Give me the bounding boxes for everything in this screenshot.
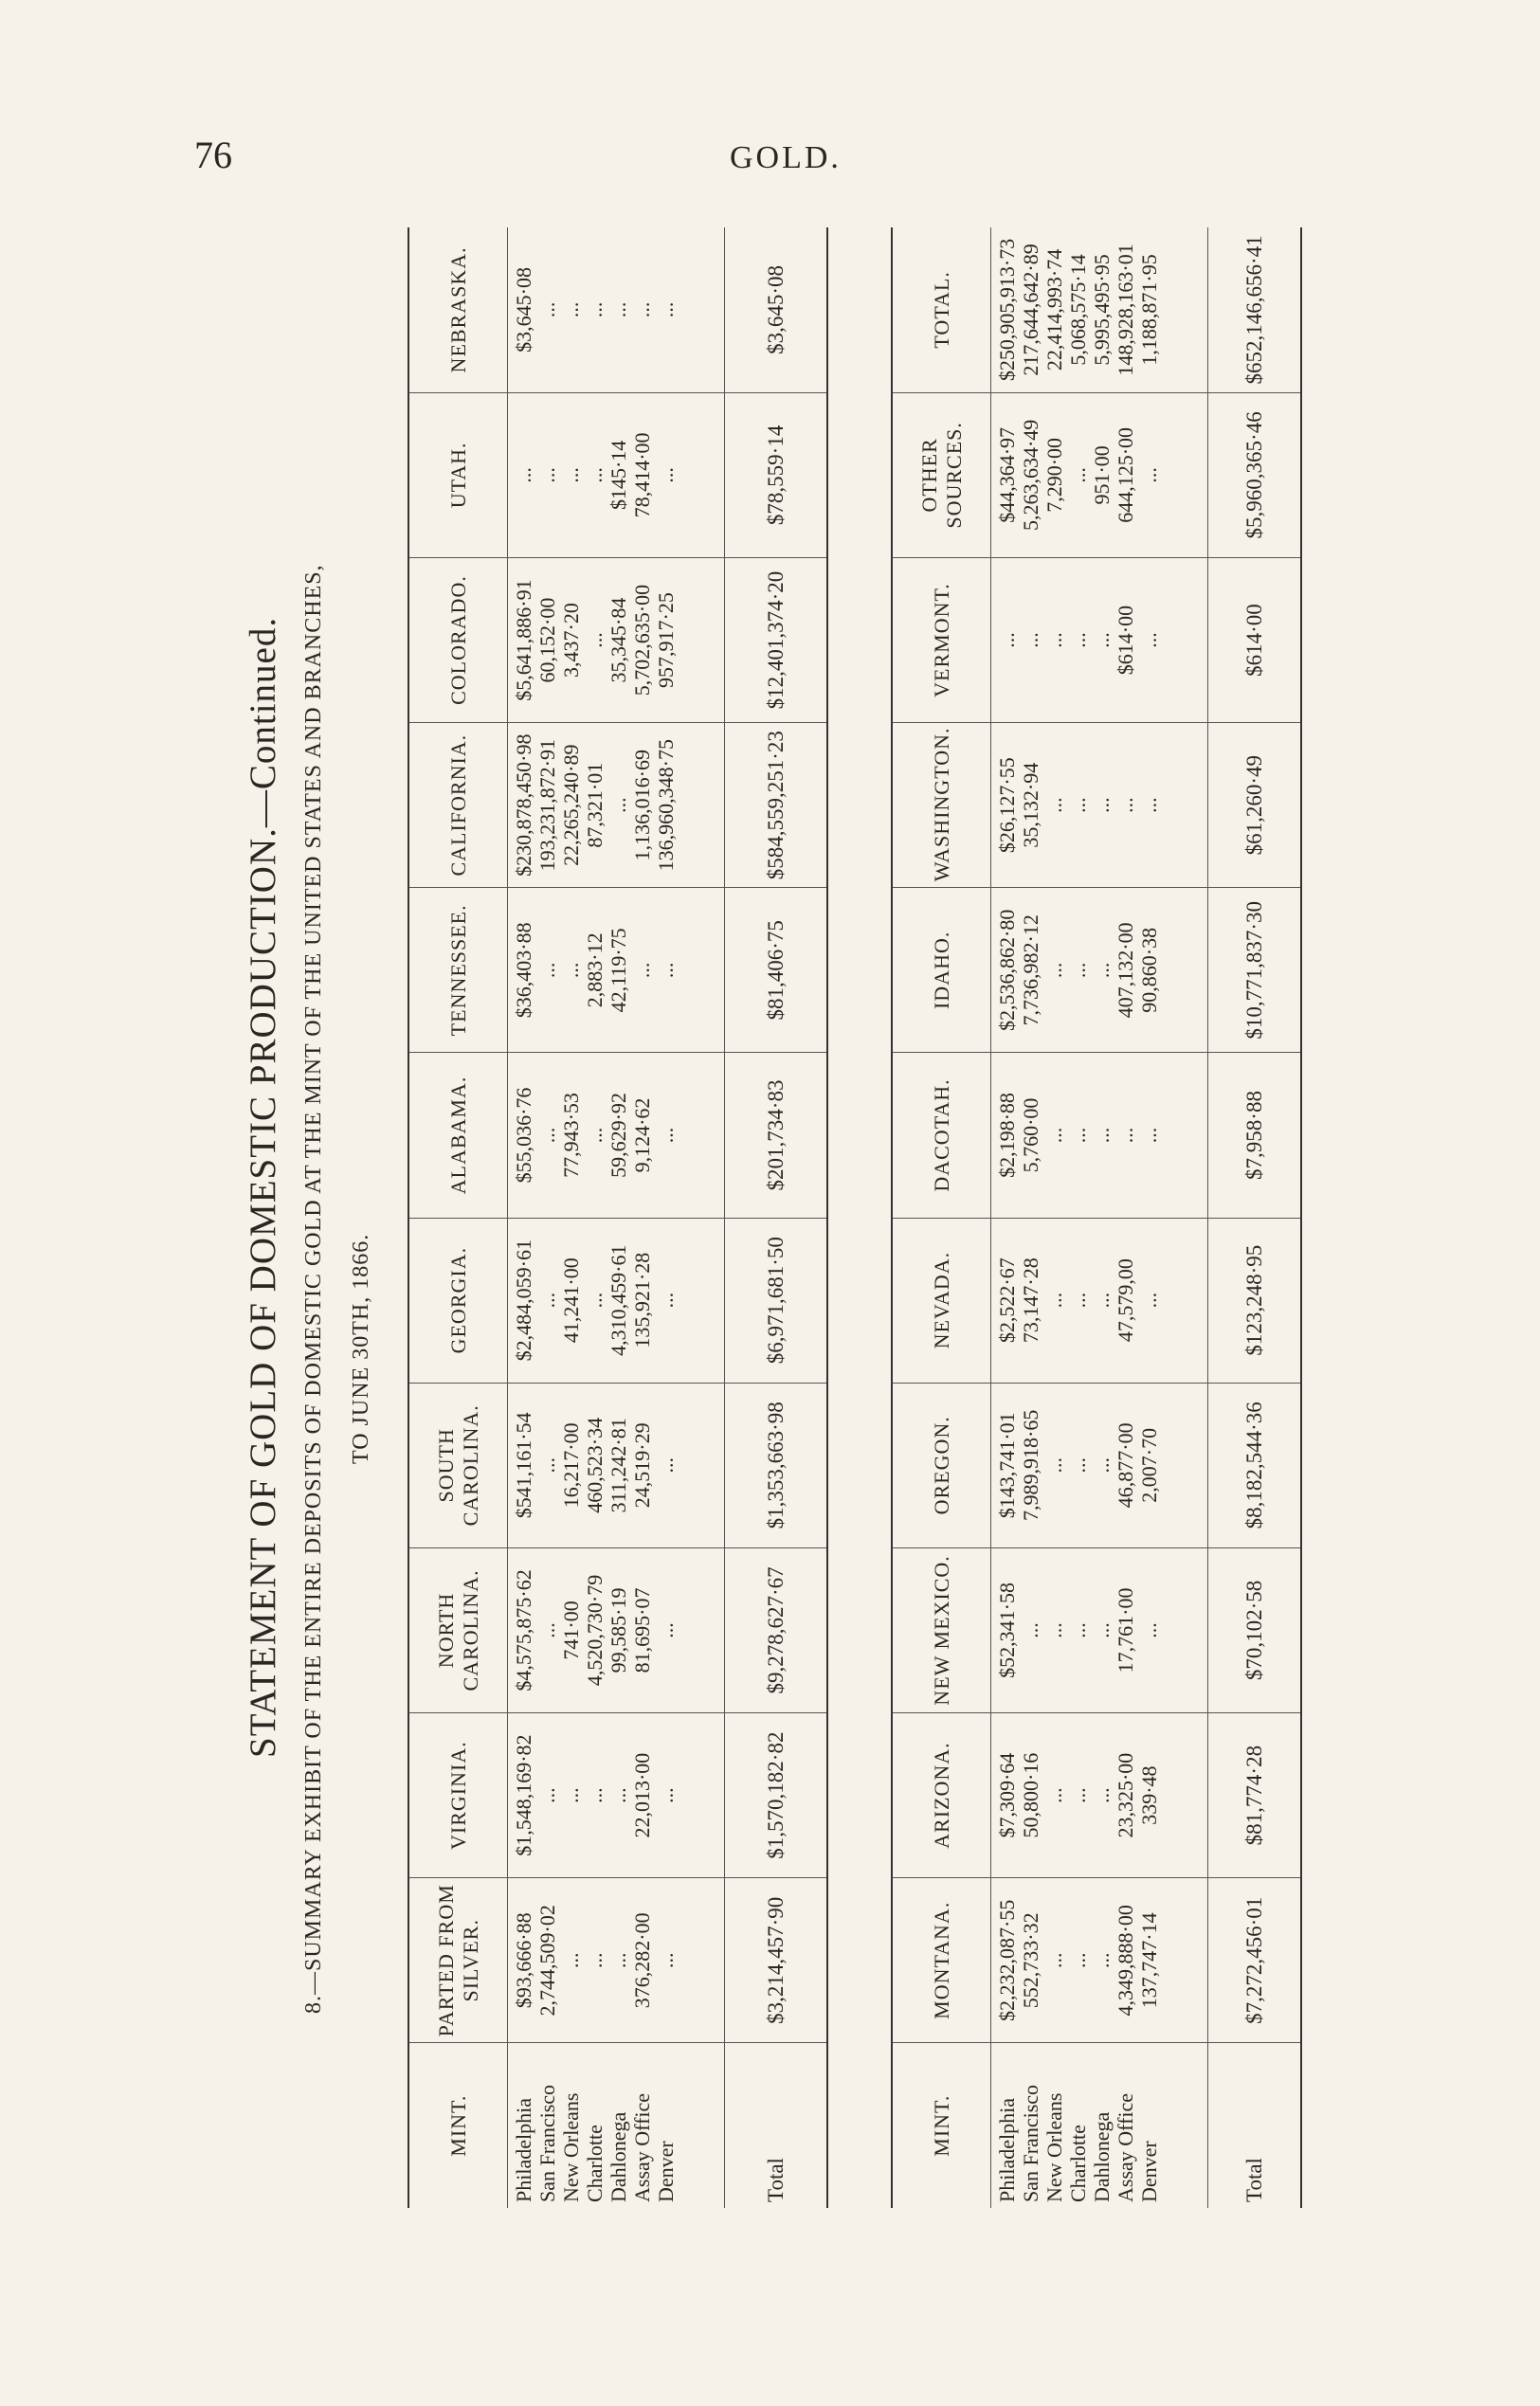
table-cell: 50,800·16 [1019, 1752, 1042, 1838]
table-cell: 311,242·81 [607, 1418, 630, 1513]
table-cell: 87,321·01 [583, 762, 607, 848]
column-header: ALABAMA. [409, 1053, 508, 1218]
value-column [508, 888, 725, 1053]
value-column [991, 888, 1208, 1053]
table-cell: 23,325·00 [1114, 1752, 1137, 1838]
table-cell: ... [654, 1952, 678, 1969]
table-cell: ... [654, 1622, 678, 1638]
table-cell: ... [1137, 1622, 1161, 1638]
value-column [508, 1218, 725, 1383]
table-cell: ... [1066, 797, 1090, 813]
column-header: PARTED FROM SILVER. [409, 1878, 508, 2043]
mint-name: Assay Office [1114, 2092, 1137, 2202]
table-cell: $541,161·54 [512, 1412, 535, 1519]
table-cell: 90,860·38 [1137, 927, 1161, 1013]
value-column [508, 557, 725, 722]
column-header: TOTAL. [893, 227, 991, 392]
table-cell: ... [559, 1952, 583, 1969]
value-column [508, 1383, 725, 1547]
value-column [991, 1383, 1208, 1547]
table-cell: ... [1042, 1127, 1066, 1144]
value-column [508, 1878, 725, 2043]
table-cell: ... [583, 301, 607, 318]
mint-name: San Francisco [1019, 2084, 1042, 2202]
value-column [991, 1713, 1208, 1878]
mint-name: Philadelphia [512, 2098, 535, 2202]
value-column [991, 723, 1208, 888]
table-cell: 17,761·00 [1114, 1587, 1137, 1673]
column-total: $9,278,627·67 [725, 1547, 827, 1712]
column-header: UTAH. [409, 392, 508, 557]
table-cell: ... [535, 1787, 559, 1803]
column-header: GEORGIA. [409, 1218, 508, 1383]
table-cell: $5,641,886·91 [512, 579, 535, 701]
table-cell: $7,309·64 [995, 1752, 1019, 1838]
table-cell: ... [1042, 1952, 1066, 1969]
column-total: $8,182,544·36 [1208, 1383, 1301, 1547]
value-column [508, 1713, 725, 1878]
mint-name: New Orleans [559, 2092, 583, 2202]
mint-name: Assay Office [630, 2092, 654, 2202]
table-cell: ... [995, 632, 1019, 648]
table-cell: ... [607, 301, 630, 318]
table-cell: 5,760·00 [1019, 1097, 1042, 1173]
table-cell: 1,136,016·69 [630, 750, 654, 861]
table-cell: ... [1090, 1952, 1114, 1969]
table-cell: 137,747·14 [1137, 1912, 1161, 2009]
table-cell: ... [1066, 1292, 1090, 1309]
table-subtitle-date: TO JUNE 30TH, 1866. [349, 1233, 373, 1464]
column-total: $7,272,456·01 [1208, 1878, 1301, 2043]
table-cell: ... [1042, 1457, 1066, 1474]
table-cell: ... [1066, 1622, 1090, 1638]
table-cell: ... [1066, 632, 1090, 648]
table-cell: $2,522·67 [995, 1257, 1019, 1344]
table-cell: 42,119·75 [607, 928, 630, 1013]
table-cell: $36,403·88 [512, 922, 535, 1019]
table-cell: ... [654, 962, 678, 979]
table-cell: 7,736,982·12 [1019, 914, 1042, 1026]
table-cell: 4,310,459·61 [607, 1244, 630, 1356]
column-header: OTHER SOURCES. [893, 392, 991, 557]
column-header: IDAHO. [893, 888, 991, 1053]
table-cell: ... [512, 467, 535, 483]
table-cell: ... [1066, 467, 1090, 483]
table-cell: $2,484,059·61 [512, 1239, 535, 1362]
table-cell: ... [654, 301, 678, 318]
table-cell: $3,645·08 [512, 266, 535, 353]
deposits-table-2 [891, 227, 1302, 2208]
table-cell: 35,132·94 [1019, 762, 1042, 848]
column-total: $81,406·75 [725, 888, 827, 1053]
column-total: $3,214,457·90 [725, 1878, 827, 2043]
table-cell: 99,585·19 [607, 1587, 630, 1673]
table-cell: 1,188,871·95 [1137, 254, 1161, 366]
column-header: OREGON. [893, 1383, 991, 1547]
table-cell: 407,132·00 [1114, 922, 1137, 1019]
table-cell: 5,995,495·95 [1090, 254, 1114, 366]
table-cell: ... [607, 797, 630, 813]
table-cell: $55,036·76 [512, 1087, 535, 1184]
total-label: Total [1208, 2043, 1301, 2208]
table-cell: $93,666·88 [512, 1912, 535, 2009]
page-title: STATEMENT OF GOLD OF DOMESTIC PRODUCTION.—Continued. [243, 616, 283, 1758]
value-column [508, 1053, 725, 1218]
table-cell: 73,147·28 [1019, 1257, 1042, 1344]
table-cell: $2,536,862·80 [995, 909, 1019, 1031]
value-column [991, 227, 1208, 392]
table-cell: 148,928,163·01 [1114, 244, 1137, 376]
column-total: $6,971,681·50 [725, 1218, 827, 1383]
table-cell: $1,548,169·82 [512, 1734, 535, 1856]
table-cell: $2,198·88 [995, 1093, 1019, 1178]
table-cell: 193,231,872·91 [535, 739, 559, 872]
page-number: 76 [194, 134, 232, 176]
table-cell: ... [1066, 1952, 1090, 1969]
value-column [991, 1053, 1208, 1218]
table-cell: ... [1019, 632, 1042, 648]
table-cell: ... [535, 1127, 559, 1144]
table-cell: 217,644,642·89 [1019, 244, 1042, 376]
mint-name: Denver [654, 2141, 678, 2202]
value-column [991, 1218, 1208, 1383]
column-header: NEW MEXICO. [893, 1547, 991, 1712]
table-cell: ... [1042, 632, 1066, 648]
table-subtitle: 8.—SUMMARY EXHIBIT OF THE ENTIRE DEPOSITS OF DOMESTIC GOLD AT THE MINT OF THE UNITED STATES AND BRANCHES, [301, 564, 326, 2014]
table-cell: ... [1090, 632, 1114, 648]
table-cell: 35,345·84 [607, 597, 630, 683]
table-cell: 47,579,00 [1114, 1258, 1137, 1343]
table-cell: $52,341·58 [995, 1583, 1019, 1678]
table-cell: ... [1090, 1622, 1114, 1638]
table-cell: 46,877·00 [1114, 1422, 1137, 1509]
column-total: $584,559,251·23 [725, 723, 827, 888]
table-cell: ... [1114, 797, 1137, 813]
table-cell: $250,905,913·73 [995, 238, 1019, 382]
table-cell: 24,519·29 [630, 1422, 654, 1509]
table-cell: 951·00 [1090, 445, 1114, 505]
column-header: NORTH CAROLINA. [409, 1547, 508, 1712]
mint-name: Denver [1137, 2141, 1161, 2202]
table-cell: ... [1042, 797, 1066, 813]
table-cell: ... [535, 962, 559, 979]
table-cell: ... [535, 1292, 559, 1309]
column-header: TENNESSEE. [409, 888, 508, 1053]
mint-name: San Francisco [535, 2084, 559, 2202]
table-cell: ... [559, 962, 583, 979]
table-cell: 78,414·00 [630, 432, 654, 518]
table-cell: ... [1042, 1292, 1066, 1309]
table-cell: ... [1066, 962, 1090, 979]
column-header: ARIZONA. [893, 1713, 991, 1878]
table-cell: 2,883·12 [583, 932, 607, 1008]
mint-name: Charlotte [583, 2125, 607, 2202]
column-header: CALIFORNIA. [409, 723, 508, 888]
table-cell: $26,127·55 [995, 757, 1019, 854]
table-cell: ... [535, 467, 559, 483]
table-cell: ... [1066, 1127, 1090, 1144]
column-header: COLORADO. [409, 557, 508, 722]
table-cell: $44,364·97 [995, 426, 1019, 523]
table-cell: 60,152·00 [535, 597, 559, 683]
value-column [991, 1878, 1208, 2043]
table-cell: $230,878,450·98 [512, 733, 535, 877]
table-cell: ... [583, 1787, 607, 1803]
table-cell: ... [535, 301, 559, 318]
table-cell: ... [1137, 1292, 1161, 1309]
column-total: $1,353,663·98 [725, 1383, 827, 1547]
table-cell: 81,695·07 [630, 1587, 654, 1673]
table-cell: ... [1137, 1127, 1161, 1144]
table-cell: ... [1114, 1127, 1137, 1144]
table-cell: ... [583, 1952, 607, 1969]
table-cell: ... [535, 1457, 559, 1474]
table-cell: 41,241·00 [559, 1257, 583, 1344]
column-header: MINT. [409, 2043, 508, 2208]
table-cell: ... [535, 1622, 559, 1638]
table-cell: ... [1042, 1787, 1066, 1803]
table-cell: $143,741·01 [995, 1412, 1019, 1519]
table-cell: ... [559, 1787, 583, 1803]
column-header: VIRGINIA. [409, 1713, 508, 1878]
column-total: $1,570,182·82 [725, 1713, 827, 1878]
mint-names [508, 2043, 725, 2208]
table-cell: ... [1066, 1457, 1090, 1474]
table-cell: 22,013·00 [630, 1752, 654, 1838]
column-total: $7,958·88 [1208, 1053, 1301, 1218]
column-total: $78,559·14 [725, 392, 827, 557]
value-column [508, 227, 725, 392]
table-cell: 644,125·00 [1114, 426, 1137, 523]
table-cell: 5,702,635·00 [630, 584, 654, 696]
mint-name: Philadelphia [995, 2098, 1019, 2202]
table-cell: ... [559, 467, 583, 483]
table-cell: ... [607, 1952, 630, 1969]
total-label: Total [725, 2043, 827, 2208]
column-total: $3,645·08 [725, 227, 827, 392]
table-cell: 339·48 [1137, 1765, 1161, 1825]
value-column [991, 557, 1208, 722]
mint-name: Charlotte [1066, 2125, 1090, 2202]
column-total: $70,102·58 [1208, 1547, 1301, 1712]
table-cell: 5,263,634·49 [1019, 419, 1042, 532]
column-header: WASHINGTON. [893, 723, 991, 888]
table-cell: ... [654, 1292, 678, 1309]
column-header: MONTANA. [893, 1878, 991, 2043]
table-cell: ... [630, 962, 654, 979]
table-cell: ... [1137, 467, 1161, 483]
value-column [508, 1547, 725, 1712]
table-cell: 22,265,240·89 [559, 744, 583, 866]
table-cell: 4,520,730·79 [583, 1574, 607, 1687]
table-cell: 460,523·34 [583, 1417, 607, 1513]
table-cell: ... [583, 1127, 607, 1144]
table-cell: ... [1137, 797, 1161, 813]
table-cell: ... [559, 301, 583, 318]
table-cell: $2,232,087·55 [995, 1899, 1019, 2021]
table-cell: ... [1042, 1622, 1066, 1638]
column-header: MINT. [893, 2043, 991, 2208]
value-column [508, 723, 725, 888]
table-cell: ... [654, 1127, 678, 1144]
table-cell: ... [1042, 962, 1066, 979]
table-cell: ... [654, 1457, 678, 1474]
table-cell: 77,943·53 [559, 1093, 583, 1178]
table-cell: 3,437·20 [559, 603, 583, 678]
table-cell: ... [1090, 797, 1114, 813]
column-header: SOUTH CAROLINA. [409, 1383, 508, 1547]
column-total: $123,248·95 [1208, 1218, 1301, 1383]
table-cell: 741·00 [559, 1601, 583, 1660]
column-total: $652,146,656·41 [1208, 227, 1301, 392]
table-cell: 552,733·32 [1019, 1912, 1042, 2009]
table-cell: 5,068,575·14 [1066, 254, 1090, 366]
column-total: $5,960,365·46 [1208, 392, 1301, 557]
table-cell: ... [654, 1787, 678, 1803]
table-cell: 136,960,348·75 [654, 739, 678, 872]
mint-name: New Orleans [1042, 2092, 1066, 2202]
table-cell: ... [654, 467, 678, 483]
mint-name: Dahlonega [1090, 2111, 1114, 2202]
table-cell: ... [583, 1292, 607, 1309]
running-head: GOLD. [730, 140, 842, 175]
column-header: NEBRASKA. [409, 227, 508, 392]
table-cell: ... [1019, 1622, 1042, 1638]
table-cell: ... [583, 632, 607, 648]
column-header: NEVADA. [893, 1218, 991, 1383]
column-total: $12,401,374·20 [725, 557, 827, 722]
table-cell: $145·14 [607, 440, 630, 511]
value-column [508, 392, 725, 557]
table-cell: 7,989,918·65 [1019, 1409, 1042, 1521]
column-header: DACOTAH. [893, 1053, 991, 1218]
column-total: $201,734·83 [725, 1053, 827, 1218]
column-total: $10,771,837·30 [1208, 888, 1301, 1053]
column-total: $81,774·28 [1208, 1713, 1301, 1878]
table-cell: 59,629·92 [607, 1093, 630, 1178]
table-cell: $614·00 [1114, 605, 1137, 676]
table-cell: $4,575,875·62 [512, 1569, 535, 1691]
table-cell: ... [1066, 1787, 1090, 1803]
table-cell: ... [1137, 632, 1161, 648]
value-column [991, 1547, 1208, 1712]
table-cell: ... [630, 301, 654, 318]
column-header: VERMONT. [893, 557, 991, 722]
table-cell: ... [607, 1787, 630, 1803]
mint-names [991, 2043, 1208, 2208]
table-cell: 9,124·62 [630, 1097, 654, 1173]
table-cell: ... [1090, 962, 1114, 979]
value-column [991, 392, 1208, 557]
table-cell: 4,349,888·00 [1114, 1905, 1137, 2017]
table-cell: ... [1090, 1787, 1114, 1803]
deposits-table-1 [408, 227, 828, 2208]
table-cell: 7,290·00 [1042, 437, 1066, 513]
table-cell: ... [1090, 1127, 1114, 1144]
mint-name: Dahlonega [607, 2111, 630, 2202]
table-cell: 957,917·25 [654, 592, 678, 688]
table-cell: 2,744,509·02 [535, 1905, 559, 2017]
table-cell: ... [583, 467, 607, 483]
column-total: $61,260·49 [1208, 723, 1301, 888]
table-cell: 2,007·70 [1137, 1427, 1161, 1503]
column-total: $614·00 [1208, 557, 1301, 722]
table-cell: 16,217·00 [559, 1422, 583, 1509]
table-cell: ... [1090, 1292, 1114, 1309]
table-cell: 22,414,993·74 [1042, 248, 1066, 371]
table-cell: ... [1090, 1457, 1114, 1474]
table-cell: 135,921·28 [630, 1252, 654, 1348]
table-cell: 376,282·00 [630, 1912, 654, 2009]
